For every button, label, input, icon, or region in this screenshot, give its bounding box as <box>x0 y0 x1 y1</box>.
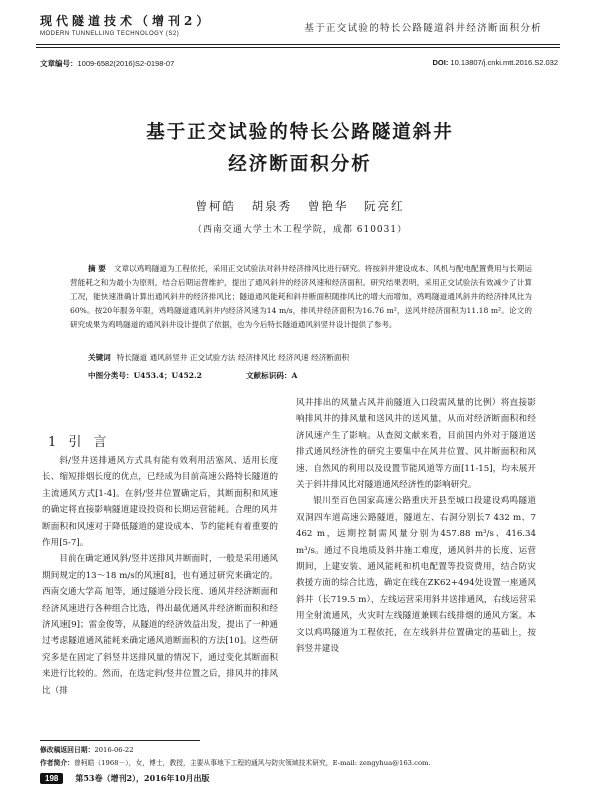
author-bio: 曾柯皓（1968－），女，博士，教授，主要从事地下工程的通风与防灾领域技术研究，E-mail: zengyhua@163.com. <box>73 759 431 767</box>
paper-title-line2: 经济断面积分析 <box>228 154 372 175</box>
footnote-rule <box>40 740 200 741</box>
journal-name-en: MODERN TUNNELLING TECHNOLOGY (S2) <box>40 31 180 37</box>
header-rule-thin <box>36 47 560 48</box>
article-number-label: 文章编号： <box>40 59 78 68</box>
doc-code-value: A <box>291 371 298 380</box>
article-number <box>40 58 174 69</box>
volume-info: 第53卷（增刊2），2016年10月出版 <box>75 773 210 783</box>
section-heading-intro: 1 引 言 <box>48 435 111 450</box>
author-list: 曾柯皓 胡泉秀 曾艳华 阮亮红 <box>195 199 405 213</box>
received-label: 修改稿返回日期： <box>40 746 95 754</box>
article-number-value: 1009-6582(2016)S2-0198-07 <box>77 59 175 68</box>
page-footer <box>40 773 209 784</box>
footnote-author <box>40 757 431 767</box>
doi <box>432 58 558 67</box>
left-paragraph-2: 目前在确定通风斜/竖井送排风井断面时，一般是采用通风期间规定的13～18 m/s的风速[8]，也有通过研究来确定的。西南交通大学高 旭等，通过隧道分段长度、通风井经济断面和经济风速进行各种组合比选，得出最优通风井经济断面积和经济风速[9]；雷金俊等，从隧道的经济效益出发，提出了一种通过考虑隧道通风能耗来确定通风道断面积的方法[10]。这些研究多是在固定了斜竖井送排风量的情况下，通过变化其断面积来进行比较的。然而，在选定斜/竖井位置之后，排风井的排风比（排 <box>42 554 278 696</box>
keywords <box>70 352 540 363</box>
keywords-text: 特长隧道 通风斜竖井 正交试验方法 经济排风比 经济风速 经济断面积 <box>116 353 350 362</box>
received-date: 2016-06-22 <box>94 746 134 754</box>
journal-masthead <box>40 12 212 37</box>
abstract-text: 文章以鸡鸣隧道为工程依托，采用正交试验法对斜井经济排风比进行研究。将按斜井建设成本、风机与配电配置费用与长期运营能耗之和为最小为原则，结合后期运营维护，提出了通风斜井的经济风速和经济面积。研究结果表明，采用正交试验法有效减少了计算工况，能快速准确计算出通风斜井的经济排风比；隧道通风能耗和斜井断面积随排风比的增大而增加，鸡鸣隧道通风斜井的经济排风比为60%。按20年服务年限，鸡鸣隧道通风斜井内经济风速为14 m/s，排风井经济面积为16.76 m²，送风井经济面积为11.18 m²。论文的研究成果为鸡鸣隧道的通风斜井设计提供了依据，也为今后特长隧道通风斜竖井设计提供了参考。 <box>70 264 532 329</box>
affiliation: （西南交通大学土木工程学院，成都 610031） <box>192 225 408 235</box>
footnote-received <box>40 744 134 754</box>
clc-value: U453.4；U452.2 <box>133 371 202 380</box>
classification <box>88 370 297 381</box>
right-paragraph-1: 风井排出的风量占风井前隧道入口段需风量的比例）将直接影响排风井的排风量和送风井的送风量，从而对经济断面积和经济风速产生了影响。从查阅文献来看，目前国内外对于隧道送排式通风经济性的研究主要集中在风井位置、风井断面积和风速、自然风的利用以及设置节能风道等方面[11-15]，均未展开关于斜井排风比对隧道通风经济性的影响研究。 <box>296 398 536 491</box>
header-rule <box>36 44 560 45</box>
left-column <box>42 453 278 699</box>
author-bio-label: 作者简介： <box>40 759 74 767</box>
page-number: 198 <box>40 773 63 784</box>
running-title: 基于正交试验的特长公路隧道斜井经济断面积分析 <box>304 23 542 34</box>
right-paragraph-2: 银川至百色国家高速公路重庆开县至城口段建设鸡鸣隧道双洞四车道高速公路隧道，隧道左、右洞分别长7 432 m、7 462 m，远期控制需风量分别为457.88 m³/s、416.34 m³/s。通过不良地质及斜井施工难度，通风斜井的长度、运营期间，上建安装、通风能耗和机电配置等投资费用，结合防灾救援方面的综合比选，确定在线在ZK62+494处设置一座通风斜井（长719.5 m），左线运营采用斜井送排通风，右线运营采用全射流通风，火灾时左线隧道兼顾右线排烟的通风方案。本文以鸡鸣隧道为工程依托，在左线斜井位置确定的基础上，按斜竖井建设 <box>296 496 536 655</box>
left-paragraph-1: 斜/竖井送排通风方式具有能有效利用活塞风、适用长度长、缩短排烟长度的优点，已经成为目前高速公路特长隧道的主流通风方式[1-4]。在斜/竖井位置确定后，其断面积和风速的确定将直接影响隧道建设投资和长期运营能耗。合理的风井断面积和风速对于降低隧道的建设成本、节约能耗有着重要的作用[5-7]。 <box>42 456 278 549</box>
doc-code-label: 文献标识码： <box>245 371 292 380</box>
clc-label: 中图分类号： <box>88 371 134 380</box>
doi-value: 10.13807/j.cnki.mtt.2016.S2.032 <box>450 58 558 67</box>
right-column <box>296 395 536 658</box>
doi-label: DOI: <box>432 58 449 67</box>
abstract-label: 摘 要 <box>88 264 106 273</box>
journal-name-cn: 现代隧道技术（增刊2） <box>40 14 213 28</box>
abstract <box>70 262 532 332</box>
keywords-label: 关键词 <box>88 353 111 362</box>
paper-title-line1: 基于正交试验的特长公路隧道斜井 <box>146 122 454 143</box>
